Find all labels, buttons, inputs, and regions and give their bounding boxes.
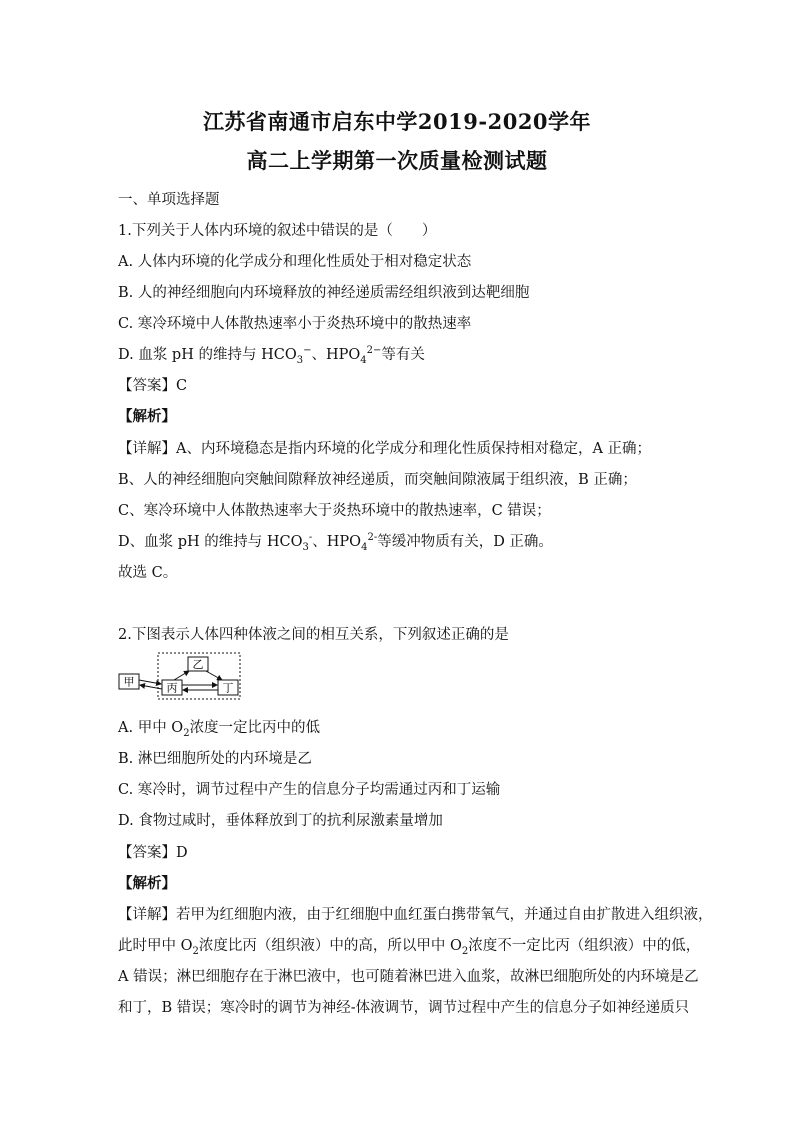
label-ding: 丁 xyxy=(222,681,234,695)
q1-detail-3: C、寒冷环境中人体散热速率大于炎热环境中的散热速率，C 错误； xyxy=(118,503,551,519)
q2-option-a-text-1: A. 甲中 O xyxy=(118,720,184,736)
q2-detail-tag: 【详解】 xyxy=(118,907,176,923)
q1-stem: 1.下列关于人体内环境的叙述中错误的是（ ） xyxy=(118,223,437,239)
superscript: 2- xyxy=(367,532,378,544)
q2-option-d: D. 食物过咸时，垂体释放到丁的抗利尿激素量增加 xyxy=(118,813,443,829)
superscript: − xyxy=(303,345,312,357)
q2-detail-2-text-2: 浓度比丙（组织液）中的高，所以甲中 O xyxy=(198,938,462,954)
q1-option-c: C. 寒冷环境中人体散热速率小于炎热环境中的散热速率 xyxy=(118,316,472,332)
q2-stem: 2.下图表示人体四种体液之间的相互关系，下列叙述正确的是 xyxy=(118,627,509,643)
q2-option-a-text-2: 浓度一定比丙中的低 xyxy=(189,720,321,736)
subscript: 3 xyxy=(302,541,309,553)
q1-detail-1: 【详解】A、内环境稳态是指内环境的化学成分和理化性质保持相对稳定，A 正确； xyxy=(118,441,652,457)
q2-option-c: C. 寒冷时，调节过程中产生的信息分子均需通过丙和丁运输 xyxy=(118,782,501,798)
q2-answer: 【答案】D xyxy=(118,845,188,861)
q1-answer: 【答案】C xyxy=(118,378,188,394)
q1-option-d-text-3: 等有关 xyxy=(381,347,425,363)
q2-detail-4: 和丁，B 错误；寒冷时的调节为神经-体液调节，调节过程中产生的信息分子如神经递质只 xyxy=(118,1000,690,1016)
subscript: 3 xyxy=(296,354,304,366)
section-heading: 一、单项选择题 xyxy=(118,192,220,208)
superscript: - xyxy=(308,532,313,544)
q1-detail-2: B、人的神经细胞向突触间隙释放神经递质，而突触间隙液属于组织液，B 正确； xyxy=(118,472,637,488)
subscript: 2 xyxy=(183,727,190,739)
q2-detail-2-text-3: 浓度不一定比丙（组织液）中的低， xyxy=(468,938,701,954)
q2-analysis-heading: 【解析】 xyxy=(118,875,176,892)
q2-option-b: B. 淋巴细胞所处的内环境是乙 xyxy=(118,751,312,767)
q1-option-d-text-1: D. 血浆 pH 的维持与 HCO xyxy=(118,347,297,363)
q2-option-a xyxy=(118,716,320,737)
subscript: 4 xyxy=(361,541,368,553)
arrow-bing-to-yi xyxy=(174,671,189,680)
q1-detail-4 xyxy=(118,530,553,551)
q2-detail-1 xyxy=(118,903,713,924)
label-jia: 甲 xyxy=(123,675,135,689)
q2-detail-3: A 错误；淋巴细胞存在于淋巴液中，也可随着淋巴进入血浆，故淋巴细胞所处的内环境是乙 xyxy=(118,969,699,985)
label-bing: 丙 xyxy=(166,681,178,695)
q2-detail-1-text: 若甲为红细胞内液，由于红细胞中血红蛋白携带氧气，并通过自由扩散进入组织液， xyxy=(176,907,713,923)
q1-option-d-text-2: 、HPO xyxy=(311,347,361,363)
q2-detail-2 xyxy=(118,934,701,957)
subscript: 4 xyxy=(360,354,367,366)
q1-option-d xyxy=(118,343,425,364)
q1-option-b: B. 人的神经细胞向内环境释放的神经递质需经组织液到达靶细胞 xyxy=(118,285,530,301)
q1-detail-4-text-1: D、血浆 pH 的维持与 HCO xyxy=(118,534,303,550)
subscript: 2 xyxy=(192,945,199,957)
q1-detail-4-text-3: 等缓冲物质有关，D 正确。 xyxy=(377,534,553,550)
document-subtitle: 高二上学期第一次质量检测试题 xyxy=(246,148,548,173)
document-title: 江苏省南通市启东中学2019-2020学年 xyxy=(202,109,592,134)
superscript: 2− xyxy=(366,345,382,357)
arrow-bing-to-jia xyxy=(140,685,162,689)
q1-detail-4-text-2: 、HPO xyxy=(312,534,362,550)
label-yi: 乙 xyxy=(192,658,204,671)
q2-detail-2-text-1: 此时甲中 O xyxy=(118,938,193,954)
subscript: 2 xyxy=(461,945,469,957)
q1-conclusion: 故选 C。 xyxy=(118,565,178,581)
arrow-yi-to-ding xyxy=(206,671,222,680)
body-fluid-diagram xyxy=(118,652,242,700)
q1-analysis-heading: 【解析】 xyxy=(118,408,176,425)
q1-option-a: A. 人体内环境的化学成分和理化性质处于相对稳定状态 xyxy=(118,254,472,270)
